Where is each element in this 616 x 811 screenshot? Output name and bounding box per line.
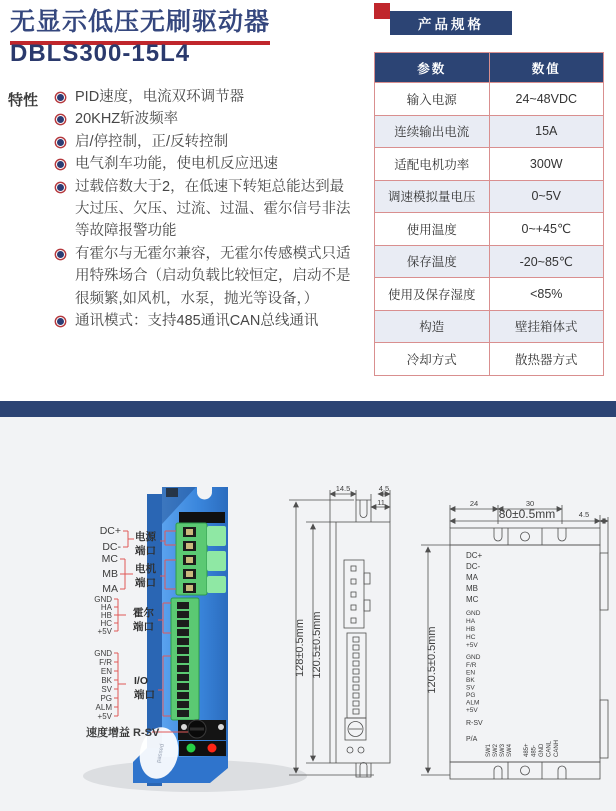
dim-label: 120.5±0.5mm	[426, 626, 438, 694]
bullet-icon	[57, 318, 64, 325]
feature-text: 启/停控制，正/反转控制	[75, 133, 229, 150]
technical-drawings	[0, 417, 616, 811]
terminal-label: HA	[466, 618, 476, 625]
led-panel	[179, 741, 226, 756]
port-label: 端口	[134, 689, 155, 701]
bullet-icon	[57, 94, 64, 101]
dim-label: 4.5	[578, 510, 590, 519]
features-section	[8, 86, 370, 332]
spec-row	[375, 343, 604, 376]
dim-label: 4.5	[378, 484, 390, 493]
spec-value-cell: 300W	[489, 148, 604, 181]
feature-item	[54, 310, 356, 332]
spec-value-cell: 壁挂箱体式	[489, 310, 604, 343]
pin-label: MC	[101, 553, 118, 565]
spec-row	[375, 213, 604, 246]
terminal-label: P/A	[466, 736, 478, 743]
dim-label: 80±0.5mm	[498, 507, 556, 521]
spec-value-cell: -20~85℃	[489, 245, 604, 278]
terminal-label: +5V	[466, 642, 478, 649]
latch-tab	[207, 526, 226, 546]
spec-row	[375, 310, 604, 343]
terminal-label: R-SV	[466, 720, 483, 727]
feature-text: 通讯模式：支持485通讯CAN总线通讯	[75, 313, 319, 330]
bottom-port-label: GND	[539, 743, 545, 757]
pin-label: SV	[101, 685, 112, 694]
spec-param-cell: 使用温度	[375, 213, 490, 246]
watermark-text: passed	[156, 743, 166, 764]
latch-tab	[207, 551, 226, 571]
bottom-port-label: SW3	[500, 743, 506, 757]
terminal-label: F/R	[466, 662, 477, 669]
dim-label: 11	[377, 498, 385, 507]
port-label: 端口	[135, 577, 156, 589]
features-label: 特性	[8, 92, 39, 109]
port-label: 电源	[135, 531, 156, 543]
dim-label: 30	[525, 499, 535, 508]
pin-label: PG	[100, 694, 112, 703]
pin-label: ALM	[95, 703, 112, 712]
feature-text: 有霍尔与无霍尔兼容，无霍尔传感模式只适用特殊场合（启动负载比较恒定，启动不是很频繁,如风机，水泵，抛光等设备，）	[75, 245, 351, 307]
pin-label: BK	[101, 676, 112, 685]
pin-label: GND	[94, 595, 112, 604]
terminal-label: ALM	[466, 699, 480, 707]
feature-item	[54, 243, 356, 310]
bottom-port-label: SW2	[493, 743, 499, 757]
pin-label: F/R	[99, 658, 112, 667]
spec-param-cell: 适配电机功率	[375, 148, 490, 181]
panel-screw	[218, 724, 224, 730]
section-divider	[0, 401, 616, 417]
terminal-labels	[466, 551, 483, 743]
spec-param-cell: 保存温度	[375, 245, 490, 278]
spec-param-cell: 连续输出电流	[375, 115, 490, 148]
spec-param-cell: 使用及保存湿度	[375, 278, 490, 311]
gain-label: 速度增益 R-SV	[86, 727, 160, 739]
pin-label: HB	[100, 611, 112, 620]
feature-text: 过载倍数大于2，在低速下转矩总能达到最大过压、欠压、过流、过温、霍尔信号非法等故障报警功能	[75, 178, 351, 240]
dim-label: 128±0.5mm	[294, 618, 306, 678]
terminal-label: BK	[466, 677, 475, 684]
pin-label: HC	[100, 619, 112, 628]
pin-label: MB	[102, 568, 118, 580]
feature-item	[54, 131, 356, 153]
model-number: DBLS300-15L4	[10, 40, 191, 67]
spec-param-cell: 构造	[375, 310, 490, 343]
drawing-lines	[421, 505, 608, 779]
bullet-icon	[57, 139, 64, 146]
terminal-label: MB	[466, 584, 478, 593]
spec-row	[375, 115, 604, 148]
spec-value-cell: 15A	[489, 115, 604, 148]
col-header-value: 数值	[489, 53, 604, 83]
panel-screw	[181, 724, 187, 730]
spec-value-cell: 0~+45℃	[489, 213, 604, 246]
bottom-port-label: 485+	[524, 743, 530, 757]
feature-text: PID速度，电流双环调节器	[75, 89, 245, 105]
spec-row	[375, 245, 604, 278]
dim-label: 24	[469, 499, 479, 508]
feature-item	[54, 86, 356, 108]
pin-label: MA	[102, 583, 118, 595]
terminal-label: PG	[466, 692, 476, 699]
port-label: 端口	[133, 621, 154, 633]
spec-param-cell: 输入电源	[375, 83, 490, 116]
terminal-label: HB	[466, 626, 476, 633]
spec-section-title: 产品规格	[390, 11, 512, 35]
bottom-port-label: CANH	[554, 739, 560, 757]
spec-row	[375, 180, 604, 213]
bottom-port-label: 485-	[531, 744, 538, 757]
port-label: 电机	[135, 563, 156, 575]
potentiometer-slot	[190, 728, 204, 731]
spec-row	[375, 83, 604, 116]
pin-labels	[100, 525, 122, 595]
pin-label: HA	[100, 603, 112, 612]
top-screw	[166, 488, 178, 497]
feature-text: 电气刹车功能，使电机反应迅速	[75, 156, 279, 173]
bullet-icon	[57, 116, 64, 123]
bottom-port-label: SW1	[486, 743, 492, 757]
port-label: I/O	[134, 675, 149, 687]
spec-value-cell: 0~5V	[489, 180, 604, 213]
pin-label: EN	[100, 667, 112, 676]
green-led	[187, 744, 196, 753]
spec-header-row	[375, 53, 604, 83]
port-label: 端口	[135, 545, 156, 557]
terminal-label: HC	[466, 634, 476, 641]
spec-table	[374, 52, 604, 376]
terminal-label: MC	[466, 595, 479, 604]
pin-label: +5V	[97, 627, 112, 636]
terminal-label: DC-	[466, 562, 481, 571]
spec-row	[375, 278, 604, 311]
terminal-label: +5V	[466, 707, 478, 714]
spec-value-cell: <85%	[489, 278, 604, 311]
terminal-label: SV	[466, 684, 475, 692]
bottom-port-label: SW4	[507, 743, 513, 757]
drawings-section	[0, 417, 616, 811]
spec-param-cell: 调速模拟量电压	[375, 180, 490, 213]
latch-tab	[207, 576, 226, 593]
bottom-port-label: CANL	[546, 740, 553, 757]
bullet-icon	[57, 161, 64, 168]
col-header-param: 参数	[375, 53, 490, 83]
connector-slot	[179, 512, 225, 523]
spec-param-cell: 冷却方式	[375, 343, 490, 376]
terminal-label: GND	[466, 610, 481, 617]
spec-value-cell: 散热器方式	[489, 343, 604, 376]
dim-label: 120.5±0.5mm	[311, 611, 323, 679]
side-dimension-drawing	[289, 484, 390, 777]
spec-value-cell: 24~48VDC	[489, 83, 604, 116]
terminal-label: DC+	[466, 551, 483, 560]
terminal-label: EN	[466, 669, 476, 677]
pin-label: DC+	[99, 525, 121, 537]
top-notch-hole	[197, 485, 212, 500]
dimension-texts	[294, 484, 389, 679]
bullet-icon	[57, 184, 64, 191]
bottom-port-labels	[486, 740, 560, 757]
pin-labels-small	[94, 595, 112, 721]
red-led	[208, 744, 217, 753]
front-dimension-drawing	[421, 499, 608, 779]
red-square-decoration	[374, 3, 390, 19]
pin-label: GND	[94, 649, 112, 658]
dim-label: 14.5	[335, 484, 351, 493]
terminal-label: GND	[466, 654, 481, 661]
page-title: 无显示低压无刷驱动器	[10, 2, 270, 45]
terminal-label: MA	[466, 573, 478, 582]
feature-text: 20KHZ斩波频率	[75, 111, 179, 128]
feature-item	[54, 176, 356, 243]
feature-item	[54, 153, 356, 175]
feature-item	[54, 108, 356, 130]
pin-label: DC-	[102, 541, 121, 553]
port-label: 霍尔	[133, 607, 154, 619]
features-list	[54, 86, 356, 332]
bullet-icon	[57, 251, 64, 258]
pin-label: +5V	[97, 712, 112, 721]
spec-row	[375, 148, 604, 181]
